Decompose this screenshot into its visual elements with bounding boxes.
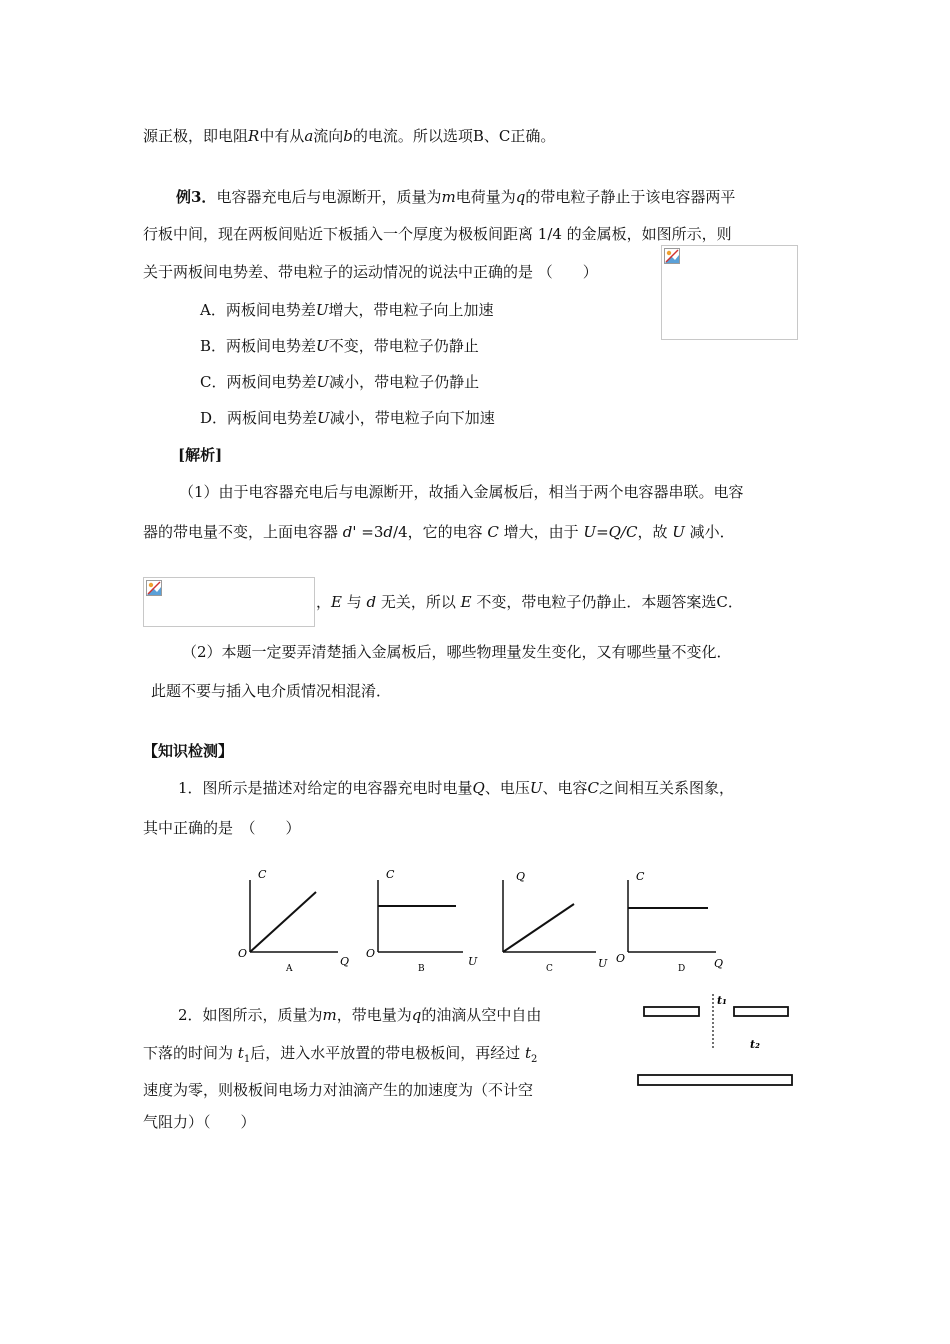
option-b [200,336,479,356]
text: 电荷量为 [455,188,516,206]
analysis-p2-line1: （2）本题一定要弄清楚插入金属板后，哪些物理量发生变化，又有哪些量不变化． [182,643,732,661]
var-a: a [304,127,314,145]
text: 的油滴从空中自由 [421,1006,542,1024]
text: 无关，所以 [376,593,461,611]
graph-d-y-label: C [636,870,645,883]
text: 1．图所示是描述对给定的电容器充电时电量 [178,779,473,797]
graph-b-caption: B [418,964,425,974]
var-d: d [383,523,394,541]
text: 、电容 [542,779,588,797]
text: 的电流。所以选项B、C正确。 [352,127,556,145]
option-text: B．两板间电势差 [200,337,317,355]
graph-b [366,868,478,974]
graph-b-y-label: C [386,868,395,881]
var-U: U [315,301,329,319]
var-q: q [411,1006,422,1024]
graph-d-x-label: Q [714,957,724,970]
text: =3 [356,523,384,541]
example3-line2: 行板中间，现在两板间贴近下板插入一个厚度为极板间距离 1/4 的金属板，如图所示，则 [143,225,732,243]
broken-image-icon [664,248,680,264]
var-b: b [343,127,353,145]
var-C: C [587,779,600,797]
var-U: U [529,779,543,797]
subscript: 2 [531,1054,538,1065]
var-E: E [460,593,472,611]
graph-c-x-label: U [598,957,608,970]
oil-drop-plates-figure [630,988,810,1098]
formula-image-placeholder [143,577,315,627]
analysis-p1-line2 [143,522,735,542]
option-d [200,408,495,428]
text: 后，进入水平放置的带电极板间，再经过 [250,1044,525,1062]
option-a [200,300,494,320]
question1-line2: 其中正确的是 （ ） [143,819,301,837]
graph-d-origin: O [616,952,626,965]
formula-u-q-c: U=Q/C [583,523,638,541]
var-m: m [322,1006,337,1024]
text: 中有从 [259,127,305,145]
text: 的带电粒子静止于该电容器两平 [525,188,736,206]
var-U: U [316,373,330,391]
analysis-p1-line3 [316,592,743,612]
text: /4，它的电容 [393,523,488,541]
text: 、电压 [484,779,530,797]
graph-d [616,870,723,974]
option-text: 减小，带电粒子向下加速 [329,409,495,427]
analysis-p2-line2: 此题不要与插入电介质情况相混淆． [151,682,392,700]
var-d-prime: d' [342,523,357,541]
var-U: U [317,409,330,427]
graph-c-caption: C [546,964,553,974]
option-text: C．两板间电势差 [200,373,317,391]
text: 器的带电量不变，上面电容器 [143,523,343,541]
option-text: 减小，带电粒子仍静止 [329,373,480,391]
graph-a-y-label: C [258,868,267,881]
graph-c [503,870,608,974]
label-t2: t₂ [750,1038,760,1051]
question2-line3: 速度为零，则极板间电场力对油滴产生的加速度为（不计空 [143,1081,534,1099]
question2-line2 [143,1043,537,1070]
var-t1: t [237,1044,244,1062]
text: 减小． [684,523,735,541]
text: ， [316,593,332,611]
text: 之间相互关系图象， [599,779,735,797]
graph-a-origin: O [238,947,248,960]
example3-line1 [176,187,735,207]
var-C: C [487,523,499,541]
option-text: D．两板间电势差 [200,409,318,427]
text: ，带电量为 [336,1006,412,1024]
option-text: A．两板间电势差 [200,301,316,319]
var-t2: t [524,1044,531,1062]
var-m: m [441,188,456,206]
analysis-p1-line1: （1）由于电容器充电后与电源断开，故插入金属板后，相当于两个电容器串联。电容 [179,483,744,501]
option-text: 增大，带电粒子向上加速 [328,301,494,319]
question1-line1 [178,778,734,798]
broken-image-icon [146,580,162,596]
text: 下落的时间为 [143,1044,238,1062]
text: 电容器充电后与电源断开，质量为 [216,188,442,206]
text: 不变，带电粒子仍静止．本题答案选C． [471,593,743,611]
var-q: q [515,188,526,206]
subscript: 1 [243,1054,251,1065]
graph-a-x-label: Q [340,955,350,968]
example3-label: 例3． [176,188,217,206]
text: 2．如图所示，质量为 [178,1006,323,1024]
graph-b-x-label: U [468,955,478,968]
text: 增大，由于 [498,523,584,541]
lower-plate [638,1075,792,1085]
text: 流向 [313,127,344,145]
section-title: 【知识检测】 [143,742,234,760]
analysis-label: [解析] [178,446,223,464]
var-U: U [316,337,329,355]
var-d: d [366,593,377,611]
text: 与 [341,593,367,611]
upper-plate-left [644,1007,699,1016]
capacitor-figure-placeholder [661,245,798,340]
example3-line3: 关于两板间电势差、带电粒子的运动情况的说法中正确的是 （ ） [143,263,598,281]
var-U: U [672,523,685,541]
upper-plate-right [734,1007,788,1016]
graph-a-caption: A [286,964,293,974]
text: ，故 [637,523,673,541]
var-R: R [248,127,260,145]
question1-graphs [230,860,730,980]
graph-b-origin: O [366,947,376,960]
question2-line1 [178,1005,541,1025]
graph-d-caption: D [678,964,686,974]
var-Q: Q [472,779,485,797]
text: 源正极，即电阻 [143,127,249,145]
option-c [200,372,479,392]
option-text: 不变，带电粒子仍静止 [328,337,479,355]
label-t1: t₁ [717,994,727,1007]
graph-a [238,868,349,974]
para1-line [143,126,555,146]
var-E: E [331,593,342,611]
question2-line4: 气阻力）（ ） [143,1113,256,1131]
graph-c-y-label: Q [516,870,526,883]
